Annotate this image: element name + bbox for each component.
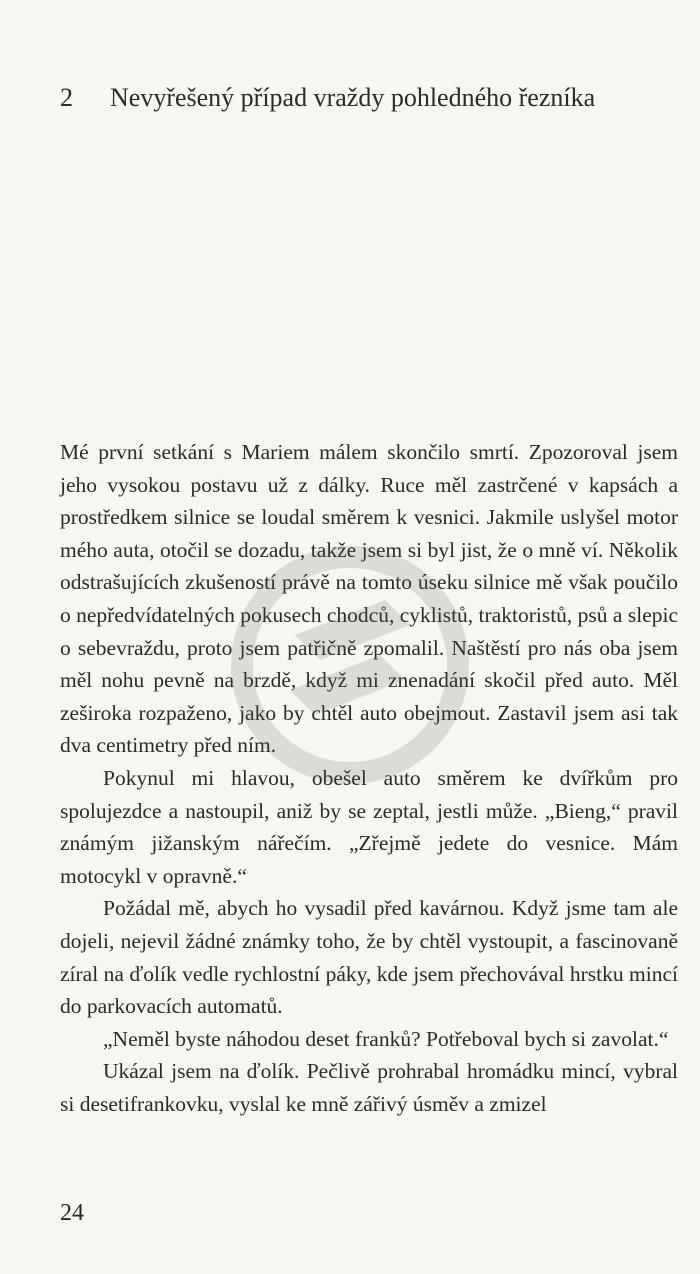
paragraph-2: Pokynul mi hlavou, obešel auto směrem ke dvířkům pro spolujezdce a nastoupil, aniž by se zeptal, jestli může. „Bieng,“ pravil známým jižanským nářečím. „Zřejmě jedete do vesnice. Mám motocykl v opravně.“ [60, 765, 678, 888]
paragraph-1: Mé první setkání s Mariem málem skončilo smrtí. Zpozoroval jsem jeho vysokou postavu už z dálky. Ruce měl zastrčené v kapsách a prostředkem silnice se loudal směrem k vesnici. Jakmile uslyšel motor mého auta, otočil se dozadu, takže jsem si byl jist, že o mně ví. Několik odstrašujících zkušeností právě na tomto úseku silnice mě však poučilo o nepředvídatelných pokusech chodců, cyklistů, traktoristů, psů a slepic o sebevraždu, proto jsem patřičně zpomalil. Naštěstí pro nás oba jsem měl nohu pevně na brzdě, když mi znenadání skočil před auto. Měl zeširoka rozpaženo, jako by chtěl auto obejmout. Zastavil jsem asi tak dva centimetry před ním. [60, 440, 678, 758]
paragraph-5: Ukázal jsem na ďolík. Pečlivě prohrabal hromádku mincí, vybral si desetifrankovku, vyslal ke mně zářivý úsměv a zmizel [60, 1059, 678, 1116]
paragraph-4: „Neměl byste náhodou deset franků? Potřeboval bych si zavolat.“ [103, 1026, 669, 1051]
chapter-title: Nevyřešený případ vraždy pohledného řezníka [110, 83, 596, 112]
page-number: 24 [60, 1200, 84, 1226]
chapter-number: 2 [60, 83, 73, 112]
body-text [60, 436, 678, 1120]
paragraph-3: Požádal mě, abych ho vysadil před kavárnou. Když jsme tam ale dojeli, nejevil žádné známky toho, že by chtěl vystoupit, a fascinovaně zíral na ďolík vedle rychlostní páky, kde jsem přechovával hrstku mincí do parkovacích automatů. [60, 896, 678, 1019]
chapter-header [60, 82, 680, 114]
